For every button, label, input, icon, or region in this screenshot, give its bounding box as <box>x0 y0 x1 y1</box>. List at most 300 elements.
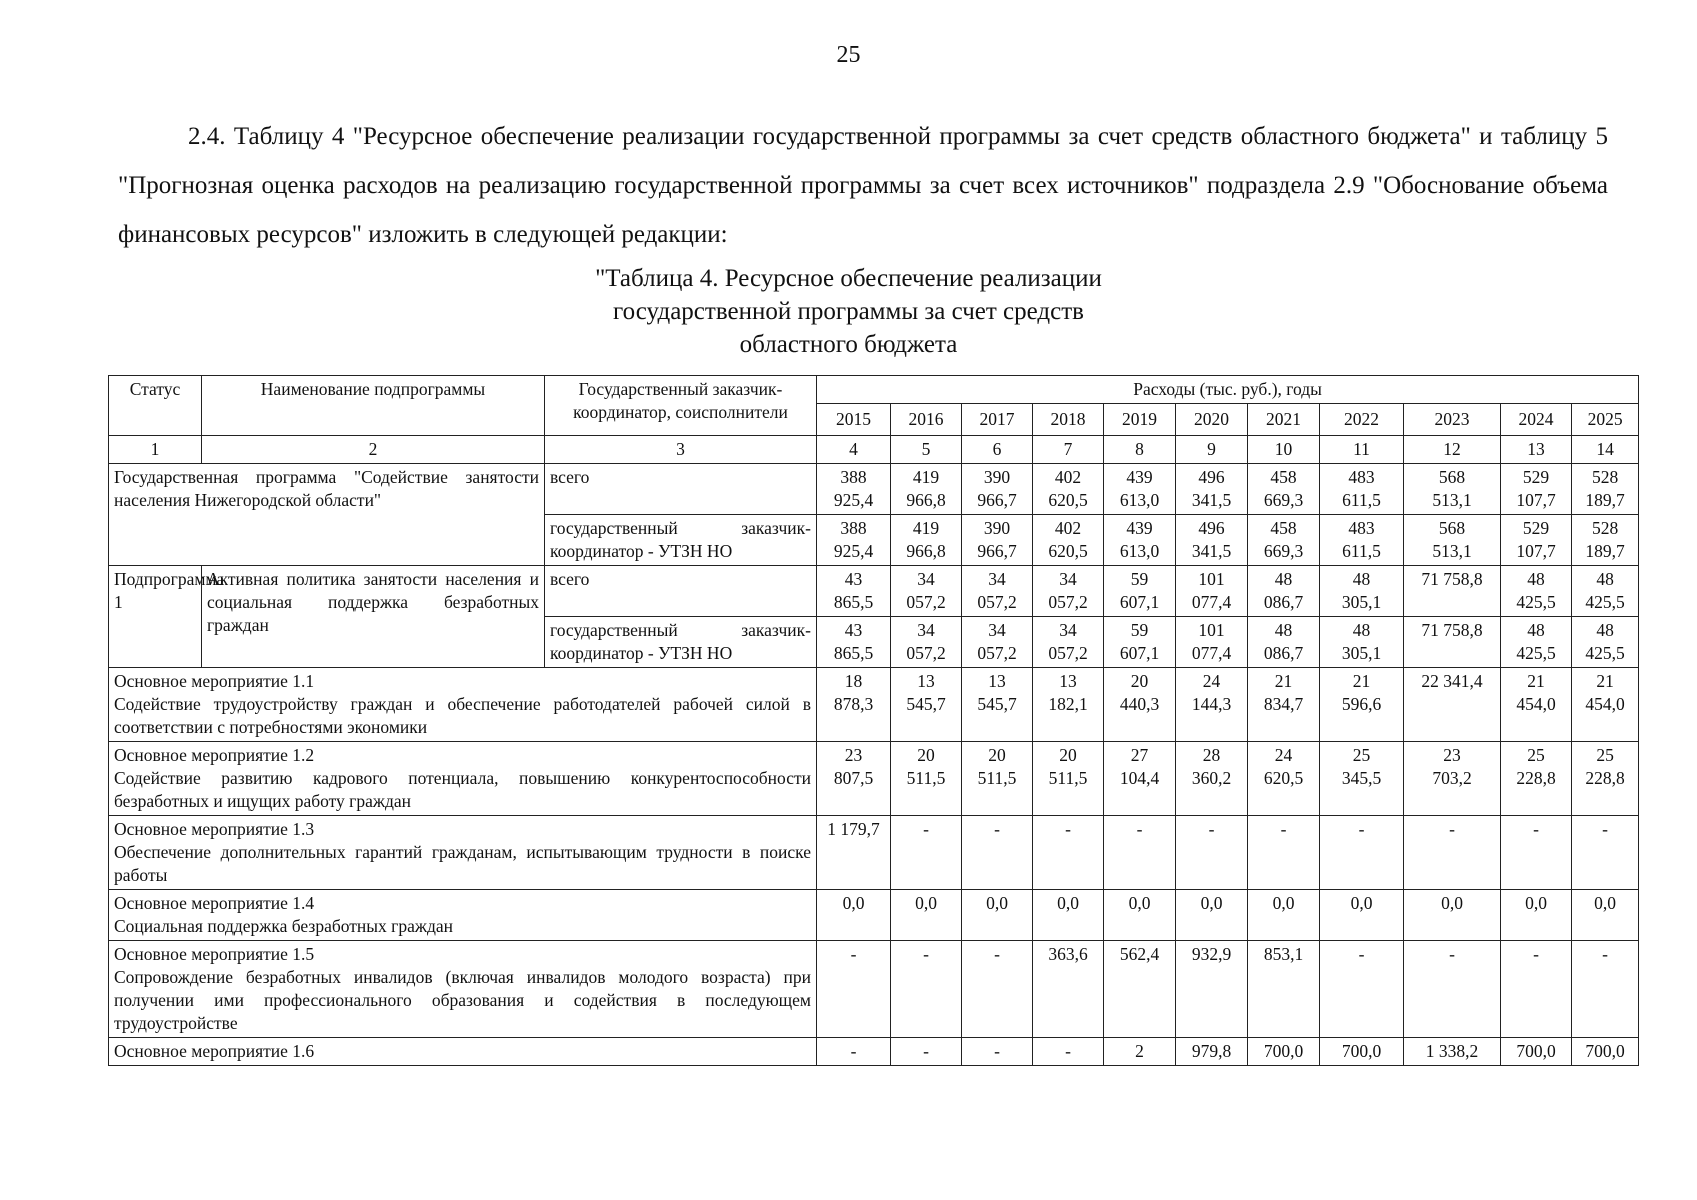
value-cell <box>891 617 962 668</box>
value-cell <box>891 890 962 941</box>
value-line: 607,1 <box>1119 592 1160 612</box>
value-cell <box>1033 566 1104 617</box>
measure-name-cell <box>109 816 817 890</box>
value-line: 454,0 <box>1516 694 1556 714</box>
resource-table <box>108 375 1639 1066</box>
column-number: 1 <box>109 436 202 464</box>
value-line: 20 <box>917 745 935 765</box>
table-title <box>0 262 1697 361</box>
value-cell <box>1501 566 1572 617</box>
value-cell <box>1404 617 1501 668</box>
value-line: 979,8 <box>1191 1041 1232 1061</box>
value-cell <box>1404 515 1501 566</box>
value-line: 966,8 <box>906 490 946 510</box>
value-cell <box>1248 566 1320 617</box>
value-line: 568 <box>1438 518 1466 538</box>
value-line: - <box>923 1041 929 1061</box>
value-cell <box>962 668 1033 742</box>
value-cell <box>1248 668 1320 742</box>
header-status: Статус <box>109 376 202 436</box>
value-line: 13 <box>917 671 935 691</box>
value-line: - <box>1208 819 1215 839</box>
value-line: 34 <box>1059 620 1077 640</box>
value-line: 25 <box>1527 745 1545 765</box>
value-line: 865,5 <box>833 643 874 663</box>
column-number: 5 <box>891 436 962 464</box>
value-line: 48 <box>1527 569 1545 589</box>
value-line: 34 <box>917 569 935 589</box>
value-cell <box>1176 566 1248 617</box>
year-cell: 2021 <box>1248 404 1320 436</box>
value-cell <box>1033 464 1104 515</box>
value-cell <box>891 668 962 742</box>
value-cell <box>1572 742 1639 816</box>
value-line: 305,1 <box>1341 592 1382 612</box>
value-line: 925,4 <box>833 490 874 510</box>
value-line: 0,0 <box>1441 893 1463 913</box>
value-line: 077,4 <box>1191 643 1232 663</box>
value-line: 057,2 <box>1048 643 1088 663</box>
value-cell <box>1033 742 1104 816</box>
measure-row <box>109 941 1639 1038</box>
value-line: 057,2 <box>906 643 946 663</box>
value-line: 2 <box>1135 1041 1144 1061</box>
value-cell <box>1176 617 1248 668</box>
value-cell <box>1033 617 1104 668</box>
value-line: 529 <box>1522 467 1550 487</box>
value-line: 0,0 <box>1350 893 1373 913</box>
value-cell <box>962 617 1033 668</box>
value-cell <box>1320 515 1404 566</box>
value-cell <box>891 464 962 515</box>
table-title-line: "Таблица 4. Ресурсное обеспечение реализации <box>595 265 1102 292</box>
year-cell: 2022 <box>1320 404 1404 436</box>
measure-name-cell <box>109 941 817 1038</box>
program-row <box>109 464 1639 515</box>
column-number: 7 <box>1033 436 1104 464</box>
value-line: 13 <box>1059 671 1077 691</box>
value-line: 086,7 <box>1263 592 1304 612</box>
value-line: 439 <box>1126 467 1153 487</box>
value-line: 483 <box>1348 518 1375 538</box>
value-line: 48 <box>1596 569 1614 589</box>
value-cell <box>817 617 891 668</box>
value-cell <box>1320 890 1404 941</box>
measure-name-cell <box>109 1038 817 1066</box>
value-cell <box>1501 890 1572 941</box>
value-line: 0,0 <box>1525 893 1547 913</box>
value-line: 21 <box>1596 671 1614 691</box>
value-cell <box>1572 515 1639 566</box>
value-line: 077,4 <box>1191 592 1232 612</box>
value-line: 48 <box>1352 620 1371 640</box>
value-line: 390 <box>983 518 1011 538</box>
value-line: 0,0 <box>842 893 865 913</box>
value-cell <box>1404 668 1501 742</box>
value-line: 454,0 <box>1585 694 1625 714</box>
value-line: 545,7 <box>906 694 946 714</box>
value-line: 23 <box>1443 745 1461 765</box>
value-line: 528 <box>1591 467 1619 487</box>
value-cell <box>817 515 891 566</box>
value-cell <box>1572 816 1639 890</box>
value-line: 0,0 <box>1057 893 1079 913</box>
measure-row <box>109 890 1639 941</box>
value-line: 865,5 <box>833 592 874 612</box>
measure-title: Основное мероприятие 1.6 <box>114 1041 315 1061</box>
measure-description: Социальная поддержка безработных граждан <box>114 916 453 936</box>
value-line: 669,3 <box>1263 541 1304 561</box>
value-line: 363,6 <box>1048 944 1088 964</box>
value-line: 057,2 <box>977 592 1017 612</box>
column-number: 8 <box>1104 436 1176 464</box>
value-cell <box>817 464 891 515</box>
value-line: 21 <box>1527 671 1545 691</box>
value-cell <box>962 890 1033 941</box>
value-line: 425,5 <box>1516 643 1556 663</box>
value-cell <box>1104 617 1176 668</box>
value-line: 611,5 <box>1342 541 1381 561</box>
value-cell <box>1248 464 1320 515</box>
value-cell <box>891 941 962 1038</box>
value-cell <box>1501 617 1572 668</box>
value-cell <box>1320 566 1404 617</box>
measure-row <box>109 742 1639 816</box>
value-line: 20 <box>988 745 1006 765</box>
value-line: 360,2 <box>1191 768 1232 788</box>
value-line: 25 <box>1352 745 1371 765</box>
value-cell <box>817 890 891 941</box>
value-cell <box>1501 742 1572 816</box>
subprogram-name-cell: Активная политика занятости населения и социальная поддержка безработных граждан <box>202 566 545 668</box>
column-number: 6 <box>962 436 1033 464</box>
value-line: 878,3 <box>833 694 874 714</box>
value-line: 853,1 <box>1263 944 1304 964</box>
value-cell <box>1104 816 1176 890</box>
year-cell: 2015 <box>817 404 891 436</box>
value-line: 1 338,2 <box>1425 1041 1479 1061</box>
page-number: 25 <box>836 42 861 68</box>
value-cell <box>1176 515 1248 566</box>
value-line: 1 179,7 <box>827 819 880 839</box>
value-cell <box>1248 742 1320 816</box>
value-line: 0,0 <box>986 893 1008 913</box>
measure-title: Основное мероприятие 1.1 <box>114 671 315 691</box>
value-line: 496 <box>1198 467 1225 487</box>
value-cell <box>1033 941 1104 1038</box>
value-line: 189,7 <box>1585 541 1625 561</box>
value-cell <box>1248 617 1320 668</box>
intro-text: 2.4. Таблицу 4 "Ресурсное обеспечение реализации государственной программы за счет средств областного бюджета" и таблицу 5 "Прогнозная оценка расходов на реализацию государственной программы за счет всех источников" подраздела 2.9 "Обоснование объема финансовых ресурсов" изложить в следующей редакции: <box>118 123 1608 248</box>
customer-cell: государственный заказчик-координатор - УТЗН НО <box>545 515 817 566</box>
value-line: 419 <box>912 518 940 538</box>
value-line: 057,2 <box>977 643 1017 663</box>
value-line: - <box>1358 944 1365 964</box>
value-cell <box>1320 941 1404 1038</box>
value-line: 439 <box>1126 518 1153 538</box>
value-line: 511,5 <box>906 768 946 788</box>
value-line: - <box>923 944 929 964</box>
value-line: 700,0 <box>1341 1041 1382 1061</box>
column-number: 2 <box>202 436 545 464</box>
value-cell <box>1176 941 1248 1038</box>
value-cell <box>1176 668 1248 742</box>
value-line: 703,2 <box>1432 768 1472 788</box>
value-cell <box>1320 617 1404 668</box>
intro-paragraph <box>118 112 1608 259</box>
customer-cell: всего <box>545 566 817 617</box>
value-line: 0,0 <box>915 893 937 913</box>
value-line: 607,1 <box>1119 643 1160 663</box>
value-cell <box>1033 515 1104 566</box>
measure-row <box>109 668 1639 742</box>
value-cell <box>817 941 891 1038</box>
value-line: 700,0 <box>1263 1041 1304 1061</box>
value-cell <box>1104 941 1176 1038</box>
column-number: 3 <box>545 436 817 464</box>
value-line: 48 <box>1274 569 1293 589</box>
value-cell <box>1572 890 1639 941</box>
value-line: 611,5 <box>1342 490 1381 510</box>
value-line: 966,7 <box>977 490 1017 510</box>
header-customer: Государственный заказчик-координатор, соисполнители <box>545 376 817 436</box>
value-line: 057,2 <box>906 592 946 612</box>
value-line: 390 <box>983 467 1011 487</box>
value-line: 0,0 <box>1128 893 1151 913</box>
value-cell <box>891 515 962 566</box>
value-line: 104,4 <box>1119 768 1160 788</box>
measure-row <box>109 816 1639 890</box>
value-cell <box>1404 464 1501 515</box>
column-number-row <box>109 436 1639 464</box>
column-number: 10 <box>1248 436 1320 464</box>
table-title-line: государственной программы за счет средств <box>613 298 1084 325</box>
value-cell <box>891 816 962 890</box>
value-cell <box>1033 1038 1104 1066</box>
value-line: - <box>1065 1041 1071 1061</box>
column-number: 4 <box>817 436 891 464</box>
value-line: 101 <box>1198 620 1225 640</box>
measure-title: Основное мероприятие 1.4 <box>114 893 315 913</box>
value-cell <box>962 816 1033 890</box>
value-line: 34 <box>917 620 935 640</box>
header-name: Наименование подпрограммы <box>202 376 545 436</box>
value-line: 966,7 <box>977 541 1017 561</box>
value-line: 48 <box>1352 569 1371 589</box>
column-number: 13 <box>1501 436 1572 464</box>
value-cell <box>962 566 1033 617</box>
value-line: 34 <box>988 620 1006 640</box>
value-line: 71 758,8 <box>1421 569 1483 589</box>
value-line: 34 <box>988 569 1006 589</box>
value-line: 402 <box>1054 467 1082 487</box>
value-line: - <box>850 944 857 964</box>
measure-description: Обеспечение дополнительных гарантий гражданам, испытывающим трудности в поиске работы <box>114 842 811 885</box>
year-cell: 2017 <box>962 404 1033 436</box>
value-line: - <box>923 819 929 839</box>
value-line: 086,7 <box>1263 643 1304 663</box>
value-cell <box>1033 668 1104 742</box>
table-title-line: областного бюджета <box>739 331 958 358</box>
value-line: 22 341,4 <box>1421 671 1483 691</box>
value-line: 528 <box>1591 518 1619 538</box>
value-line: 144,3 <box>1191 694 1232 714</box>
value-line: 18 <box>844 671 863 691</box>
value-line: 182,1 <box>1048 694 1088 714</box>
value-line: 0,0 <box>1272 893 1295 913</box>
value-line: 513,1 <box>1432 490 1472 510</box>
value-cell <box>1404 941 1501 1038</box>
value-line: 700,0 <box>1516 1041 1556 1061</box>
value-cell <box>1501 464 1572 515</box>
value-cell <box>1501 515 1572 566</box>
value-line: 341,5 <box>1191 541 1232 561</box>
value-line: 305,1 <box>1341 643 1382 663</box>
customer-cell: государственный заказчик-координатор - УТЗН НО <box>545 617 817 668</box>
value-line: 620,5 <box>1263 768 1304 788</box>
value-cell <box>1248 890 1320 941</box>
measure-name-cell <box>109 668 817 742</box>
value-cell <box>1104 515 1176 566</box>
value-cell <box>1320 742 1404 816</box>
value-cell <box>1176 464 1248 515</box>
value-line: 925,4 <box>833 541 874 561</box>
value-cell <box>962 941 1033 1038</box>
value-cell <box>1104 464 1176 515</box>
value-line: - <box>1065 819 1071 839</box>
year-cell: 2019 <box>1104 404 1176 436</box>
value-line: 20 <box>1130 671 1149 691</box>
value-cell <box>1104 890 1176 941</box>
measure-description: Содействие развитию кадрового потенциала, повышению конкурентоспособности безработных и ищущих работу граждан <box>114 768 811 811</box>
value-line: 511,5 <box>977 768 1017 788</box>
value-cell <box>817 668 891 742</box>
value-line: - <box>1280 819 1287 839</box>
value-cell <box>962 742 1033 816</box>
value-line: 107,7 <box>1516 490 1556 510</box>
measure-title: Основное мероприятие 1.3 <box>114 819 315 839</box>
value-cell <box>1572 941 1639 1038</box>
value-cell <box>962 515 1033 566</box>
value-cell <box>817 816 891 890</box>
value-line: - <box>994 819 1000 839</box>
value-line: 43 <box>844 620 863 640</box>
value-line: - <box>1358 819 1365 839</box>
value-cell <box>1320 668 1404 742</box>
value-cell <box>1404 742 1501 816</box>
value-line: 700,0 <box>1585 1041 1625 1061</box>
measure-row <box>109 1038 1639 1066</box>
subprogram-row <box>109 566 1639 617</box>
value-line: 545,7 <box>977 694 1017 714</box>
value-cell <box>1572 464 1639 515</box>
value-cell <box>1501 668 1572 742</box>
value-line: 057,2 <box>1048 592 1088 612</box>
value-cell <box>1033 890 1104 941</box>
value-line: 345,5 <box>1341 768 1382 788</box>
value-cell <box>1248 941 1320 1038</box>
value-line: - <box>1533 944 1539 964</box>
value-line: 27 <box>1130 745 1149 765</box>
value-line: 483 <box>1348 467 1375 487</box>
year-cell: 2016 <box>891 404 962 436</box>
value-line: - <box>1449 819 1455 839</box>
value-cell <box>1572 1038 1639 1066</box>
header-row <box>109 376 1639 404</box>
value-cell <box>1176 1038 1248 1066</box>
year-cell: 2020 <box>1176 404 1248 436</box>
value-line: 966,8 <box>906 541 946 561</box>
value-line: 48 <box>1596 620 1614 640</box>
value-line: 13 <box>988 671 1006 691</box>
value-cell <box>891 1038 962 1066</box>
value-cell <box>1404 890 1501 941</box>
year-cell: 2023 <box>1404 404 1501 436</box>
value-line: 440,3 <box>1119 694 1160 714</box>
value-line: 101 <box>1198 569 1225 589</box>
value-line: 48 <box>1527 620 1545 640</box>
value-line: - <box>994 944 1000 964</box>
year-cell: 2025 <box>1572 404 1639 436</box>
value-line: 425,5 <box>1516 592 1556 612</box>
value-cell <box>962 464 1033 515</box>
value-line: 596,6 <box>1341 694 1382 714</box>
value-line: 107,7 <box>1516 541 1556 561</box>
value-line: 228,8 <box>1516 768 1556 788</box>
value-line: 0,0 <box>1200 893 1223 913</box>
value-line: 20 <box>1059 745 1077 765</box>
value-line: 24 <box>1274 745 1293 765</box>
value-line: 48 <box>1274 620 1293 640</box>
subprogram-status-cell: Подпрограмма 1 <box>109 566 202 668</box>
value-line: 28 <box>1202 745 1221 765</box>
value-line: 71 758,8 <box>1421 620 1483 640</box>
value-cell <box>962 1038 1033 1066</box>
value-line: 511,5 <box>1048 768 1088 788</box>
value-cell <box>1248 816 1320 890</box>
measure-title: Основное мероприятие 1.5 <box>114 944 315 964</box>
value-line: - <box>1136 819 1143 839</box>
value-cell <box>1572 668 1639 742</box>
value-line: 834,7 <box>1263 694 1304 714</box>
year-cell: 2024 <box>1501 404 1572 436</box>
value-line: 562,4 <box>1119 944 1160 964</box>
year-cell: 2018 <box>1033 404 1104 436</box>
value-line: 228,8 <box>1585 768 1625 788</box>
value-line: 425,5 <box>1585 643 1625 663</box>
program-name-cell: Государственная программа "Содействие занятости населения Нижегородской области" <box>109 464 545 566</box>
value-line: - <box>1602 819 1608 839</box>
value-cell <box>1104 566 1176 617</box>
value-line: 568 <box>1438 467 1466 487</box>
column-number: 12 <box>1404 436 1501 464</box>
value-line: 43 <box>844 569 863 589</box>
column-number: 11 <box>1320 436 1404 464</box>
value-line: 458 <box>1270 467 1297 487</box>
value-cell <box>1104 742 1176 816</box>
value-line: 669,3 <box>1263 490 1304 510</box>
measure-description: Сопровождение безработных инвалидов (включая инвалидов молодого возраста) при получении ими профессионального образования и содействия в последующем трудоустройстве <box>114 967 811 1033</box>
value-line: 425,5 <box>1585 592 1625 612</box>
value-cell <box>817 1038 891 1066</box>
value-line: 932,9 <box>1191 944 1232 964</box>
value-line: 613,0 <box>1119 490 1160 510</box>
value-cell <box>1501 816 1572 890</box>
value-line: 34 <box>1059 569 1077 589</box>
measure-description: Содействие трудоустройству граждан и обеспечение работодателей рабочей силой в соответствии с потребностями экономики <box>114 694 811 737</box>
value-line: 24 <box>1202 671 1221 691</box>
value-line: 419 <box>912 467 940 487</box>
